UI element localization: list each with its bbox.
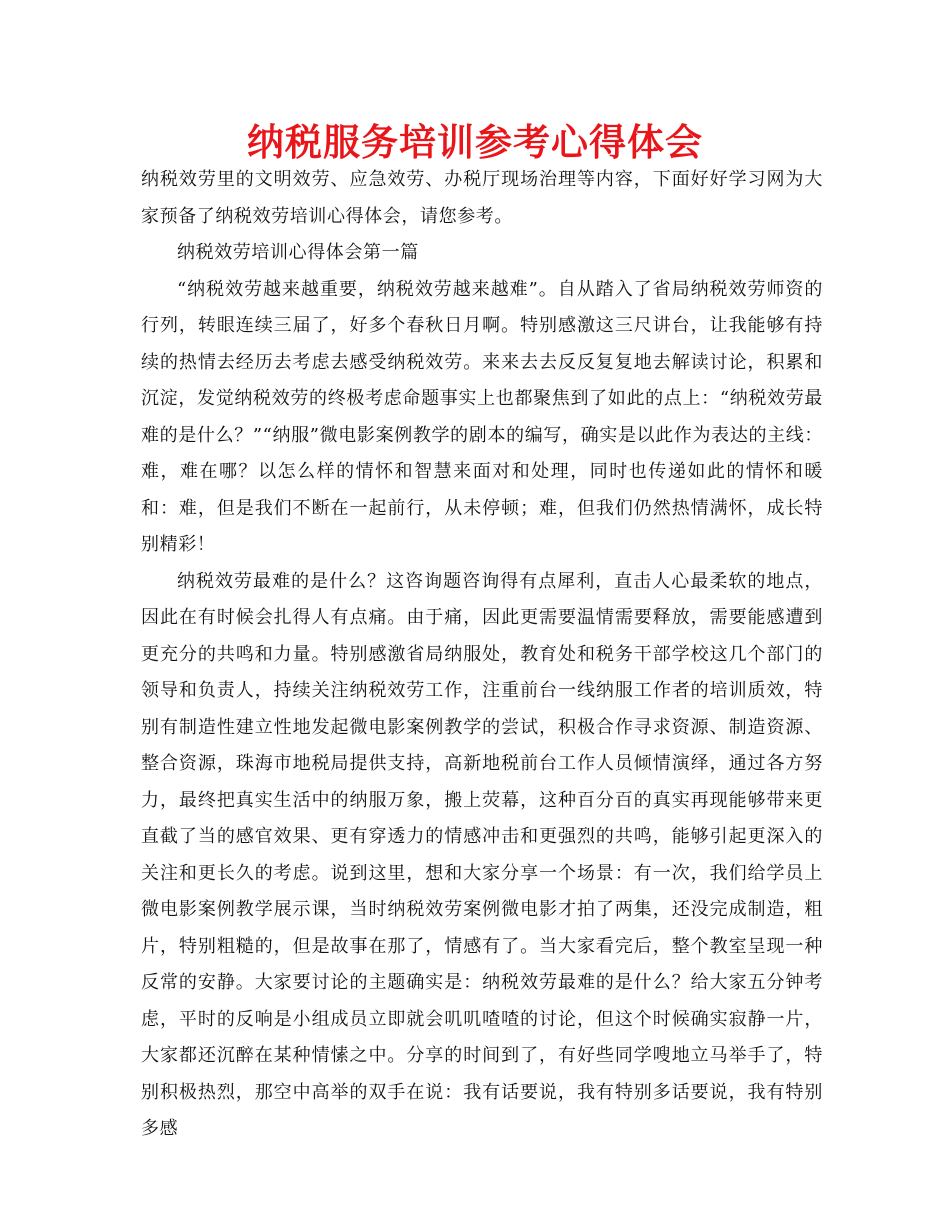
body-paragraph-2: 纳税效劳最难的是什么？这咨询题咨询得有点犀利，直击人心最柔软的地点，因此在有时候会扎得人有点痛。由于痛，因此更需要温情需要释放，需要能感遭到更充分的共鸣和力量。特别感激省局纳服处，教育处和税务干部学校这几个部门的领导和负责人，持续关注纳税效劳工作，注重前台一线纳服工作者的培训质效，特别有制造性建立性地发起微电影案例教学的尝试，积极合作寻求资源、制造资源、整合资源，珠海市地税局提供支持，高新地税前台工作人员倾情演绎，通过各方努力，最终把真实生活中的纳服万象，搬上荧幕，这种百分百的真实再现能够带来更直截了当的感官效果、更有穿透力的情感冲击和更强烈的共鸣，能够引起更深入的关注和更长久的考虑。说到这里，想和大家分享一个场景：有一次，我们给学员上微电影案例教学展示课，当时纳税效劳案例微电影才拍了两集，还没完成制造，粗片，特别粗糙的，但是故事在那了，情感有了。当大家看完后，整个教室呈现一种反常的安静。大家要讨论的主题确实是：纳税效劳最难的是什么？给大家五分钟考虑，平时的反响是小组成员立即就会叽叽喳喳的讨论，但这个时候确实寂静一片，大家都还沉醉在某种情愫之中。分享的时间到了，有好些同学嗖地立马举手了，特别积极热烈，那空中高举的双手在说：我有话要说，我有特别多话要说，我有特别多感 — [141, 570, 823, 1139]
document-title: 纳税服务培训参考心得体会 — [247, 121, 703, 164]
body-paragraph-1: “纳税效劳越来越重要，纳税效劳越来越难”。自从踏入了省局纳税效劳师资的行列，转眼连续三届了，好多个春秋日月啊。特别感激这三尺讲台，让我能够有持续的热情去经历去考虑去感受纳税效劳。来来去去反反复复地去解读讨论，积累和沉淀，发觉纳税效劳的终极考虑命题事实上也都聚焦到了如此的点上：“纳税效劳最难的是什么？”“纳服”微电影案例教学的剧本的编写，确实是以此作为表达的主线：难，难在哪？以怎么样的情怀和智慧来面对和处理，同时也传递如此的情怀和暖和：难，但是我们不断在一起前行，从未停顿；难，但我们仍然热情满怀，成长特别精彩！ — [141, 278, 823, 555]
section-heading: 纳税效劳培训心得体会第一篇 — [177, 242, 419, 263]
intro-paragraph: 纳税效劳里的文明效劳、应急效劳、办税厅现场治理等内容，下面好好学习网为大家预备了纳税效劳培训心得体会，请您参考。 — [141, 169, 823, 227]
document-body — [141, 162, 823, 1148]
